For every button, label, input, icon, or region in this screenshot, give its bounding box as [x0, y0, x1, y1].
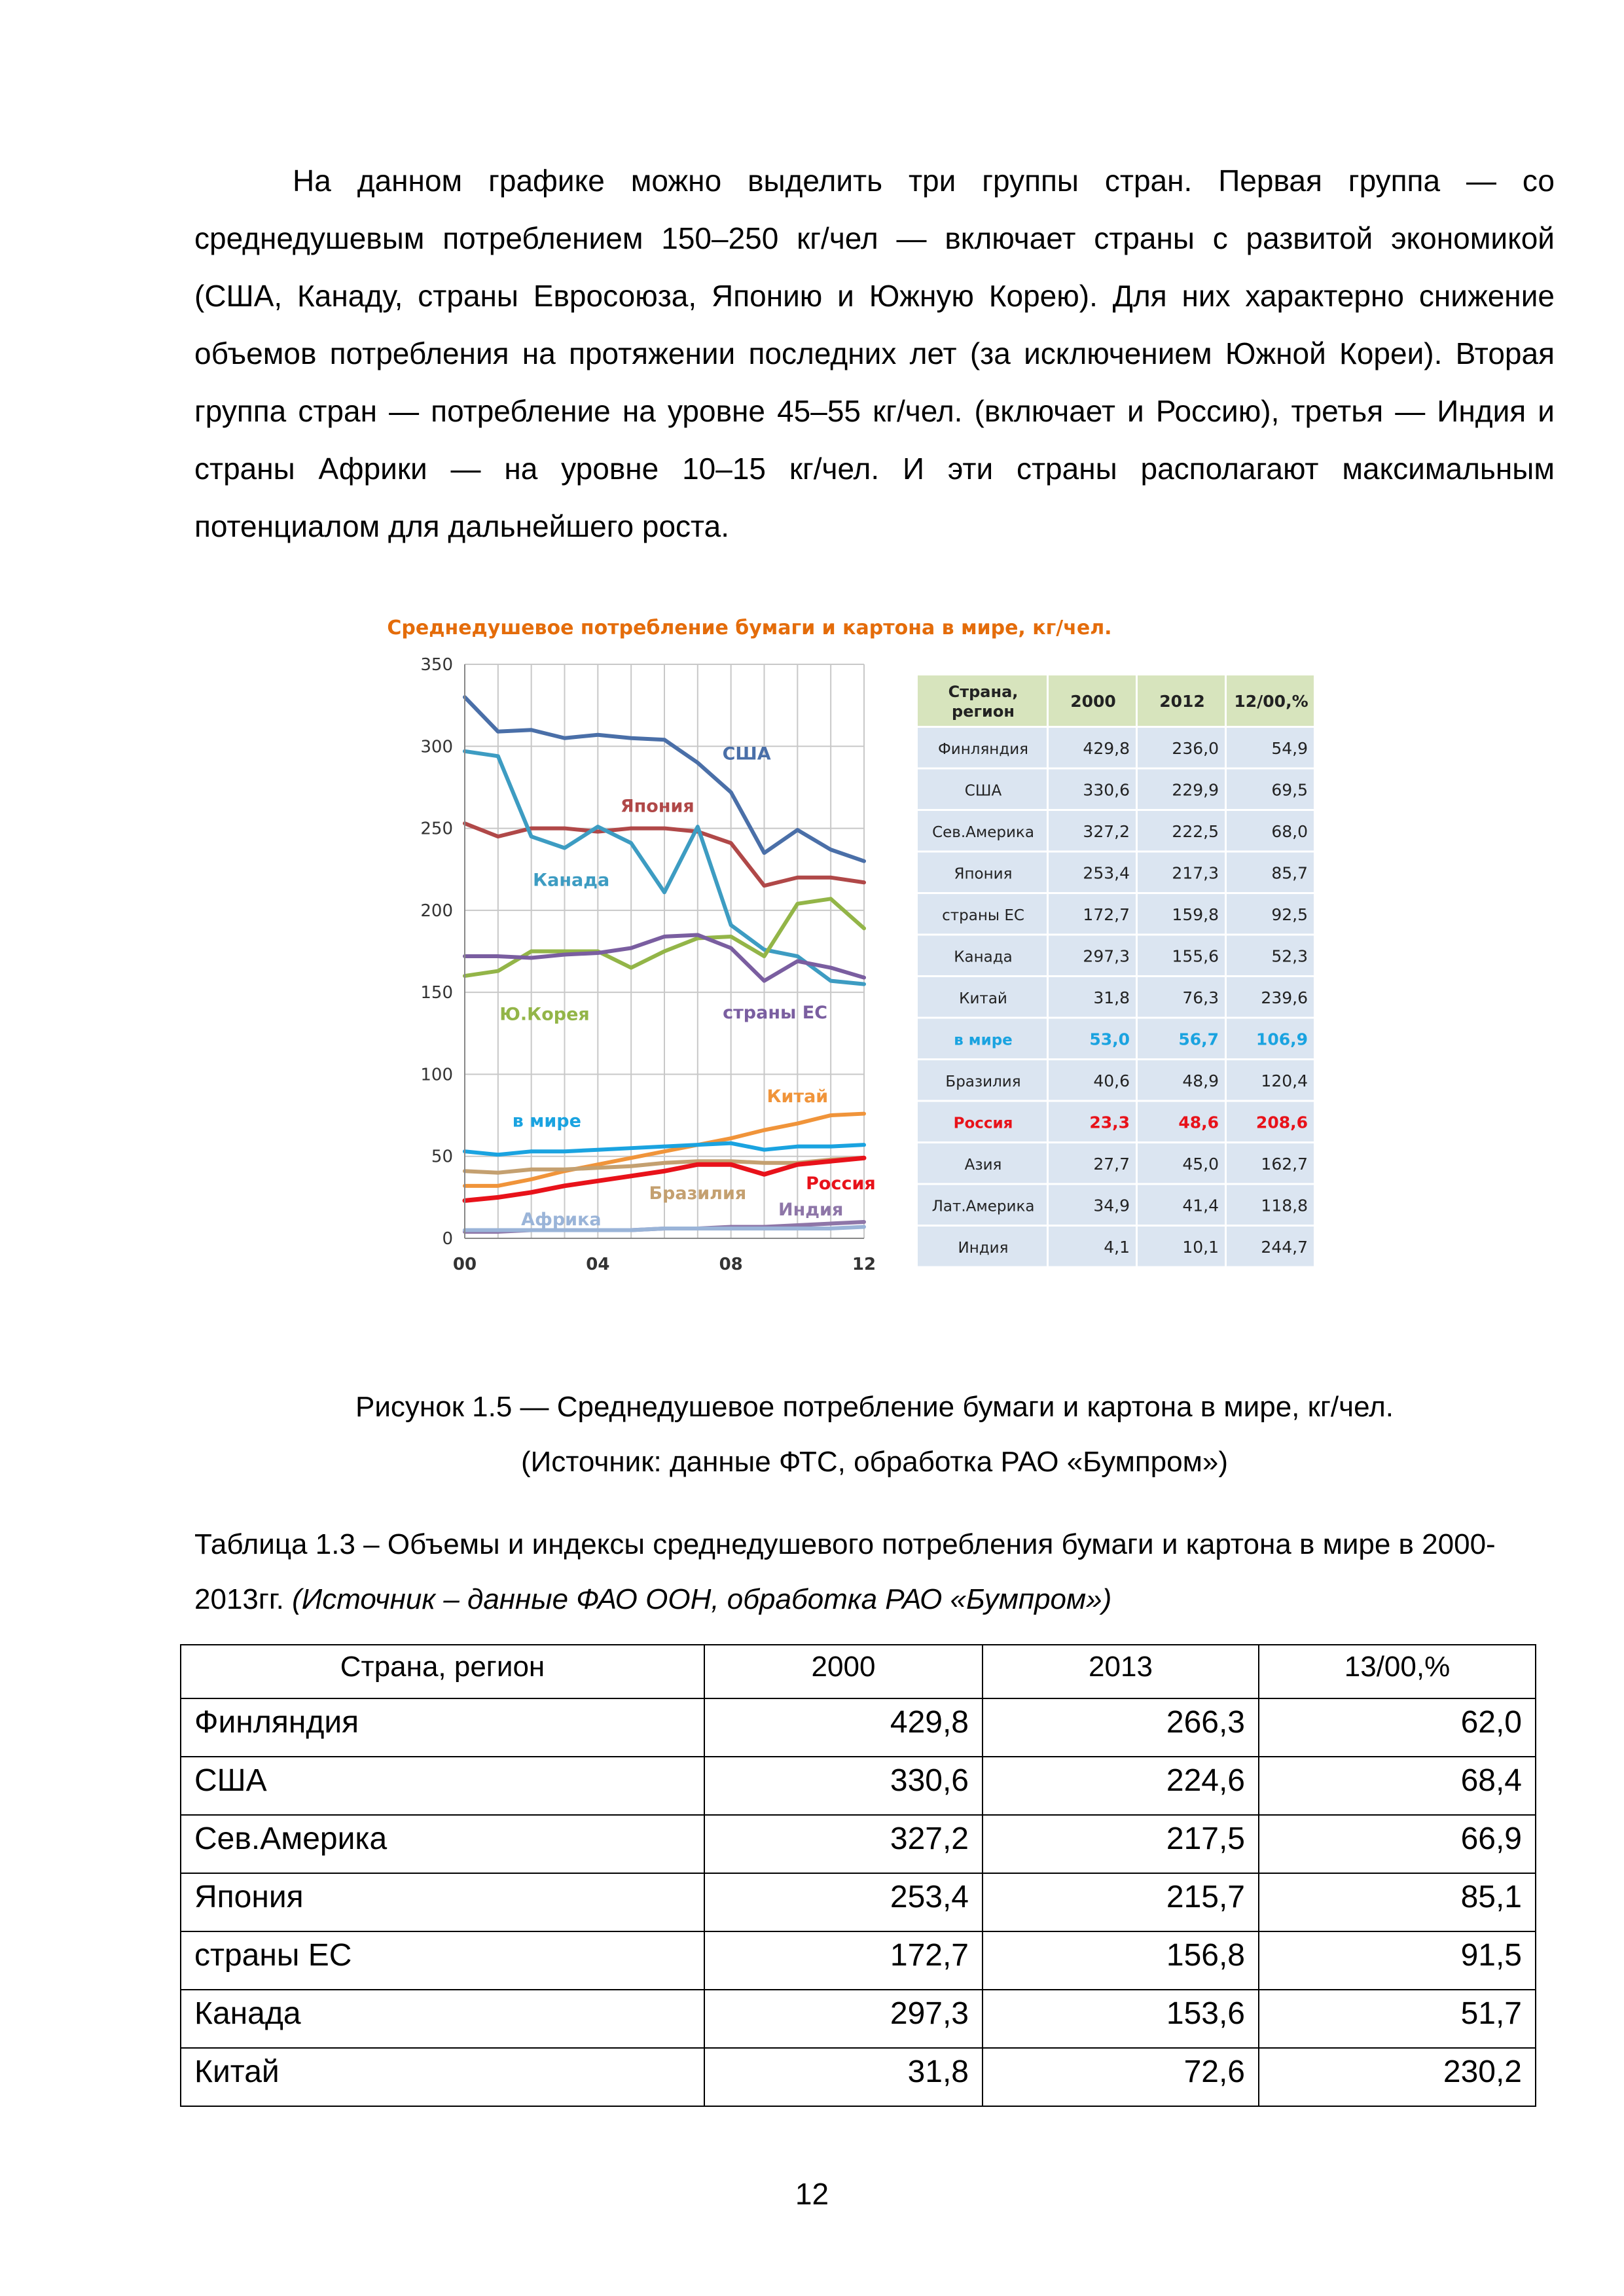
table-row: [181, 1815, 1536, 1873]
side-table-cell: 429,8: [1083, 739, 1130, 758]
table-cell: 68,4: [1259, 1757, 1536, 1815]
table-cell: 297,3: [704, 1990, 983, 2048]
side-table-cell: 40,6: [1093, 1071, 1130, 1090]
figure-caption-line2: (Источник: данные ФТС, обработка РАО «Бумпром»): [521, 1446, 1228, 1478]
figure-caption: [194, 1380, 1555, 1490]
side-table-cell: 23,3: [1089, 1113, 1130, 1132]
series-label: страны ЕС: [723, 1003, 828, 1024]
side-table-header-cell: Страна,: [948, 683, 1019, 701]
series-label: Япония: [620, 796, 695, 817]
side-table-cell: 76,3: [1182, 988, 1219, 1007]
table-cell: страны ЕС: [181, 1931, 704, 1990]
side-table-cell: 41,4: [1182, 1196, 1219, 1215]
side-table-cell: 4,1: [1104, 1238, 1130, 1257]
table-cell: 253,4: [704, 1873, 983, 1931]
table-header-cell: Страна, регион: [181, 1645, 704, 1698]
side-table-cell: 244,7: [1261, 1238, 1308, 1257]
side-table-cell: Бразилия: [945, 1073, 1021, 1090]
chart-side-table: [918, 675, 1314, 1266]
side-table-cell: 10,1: [1182, 1238, 1219, 1257]
table-cell: 62,0: [1259, 1698, 1536, 1757]
table-cell: 91,5: [1259, 1931, 1536, 1990]
side-table-cell: 297,3: [1083, 946, 1130, 966]
table-cell: 156,8: [983, 1931, 1259, 1990]
figure-caption-line1: Рисунок 1.5 — Среднедушевое потребление бумаги и картона в мире, кг/чел.: [355, 1391, 1394, 1423]
series-label: Бразилия: [649, 1183, 747, 1204]
series-label: Африка: [521, 1209, 602, 1230]
table-header-cell: 2013: [983, 1645, 1259, 1698]
x-tick-label: 08: [719, 1255, 743, 1274]
x-tick-label: 12: [852, 1255, 876, 1274]
side-table-cell: 92,5: [1271, 905, 1308, 924]
y-tick-label: 50: [431, 1147, 453, 1167]
body-paragraph: На данном графике можно выделить три группы стран. Первая группа — со среднедушевым потреблением 150–250 кг/чел — включает страны с развитой экономикой (США, Канаду, страны Евросоюза, Японию и Южную Корею). Для них характерно снижение объемов потребления на протяжении последних лет (за исключением Южной Кореи). Вторая группа стран — потребление на уровне 45–55 кг/чел. (включает и Россию), третья — Индия и страны Африки — на уровне 10–15 кг/чел. И эти страны располагают максимальным потенциалом для дальнейшего роста.: [194, 164, 1555, 543]
figure-chart: [386, 597, 1342, 1297]
side-table-cell: Финляндия: [937, 741, 1029, 758]
side-table-cell: 330,6: [1083, 780, 1130, 800]
table-cell: 172,7: [704, 1931, 983, 1990]
chart-title: Среднедушевое потребление бумаги и картона в мире, кг/чел.: [387, 617, 1112, 639]
side-table-header-cell: 2000: [1070, 692, 1116, 711]
y-tick-label: 0: [442, 1229, 453, 1249]
side-table-cell: 48,9: [1182, 1071, 1219, 1090]
side-table-cell: Лат.Америка: [931, 1198, 1035, 1215]
table-cell: 429,8: [704, 1698, 983, 1757]
series-label: Индия: [778, 1199, 844, 1220]
side-table-cell: 68,0: [1271, 822, 1308, 841]
table-cell: 330,6: [704, 1757, 983, 1815]
side-table-cell: 56,7: [1178, 1030, 1219, 1049]
series-label: в мире: [512, 1111, 581, 1132]
page-number: 12: [795, 2177, 829, 2211]
series-label: США: [722, 744, 771, 764]
side-table-cell: 54,9: [1271, 739, 1308, 758]
side-table-cell: 172,7: [1083, 905, 1130, 924]
side-table-cell: 45,0: [1182, 1155, 1219, 1174]
y-tick-label: 300: [420, 737, 453, 757]
side-table-cell: 118,8: [1261, 1196, 1308, 1215]
side-table-cell: страны ЕС: [942, 907, 1024, 924]
side-table-header-cell: 12/00,%: [1234, 692, 1308, 711]
side-table-cell: 162,7: [1261, 1155, 1308, 1174]
side-table-cell: 155,6: [1172, 946, 1219, 966]
table-header-row: [181, 1645, 1536, 1698]
chart-svg: [386, 597, 1342, 1297]
side-table-header-cell: регион: [952, 702, 1015, 721]
side-table-cell: 31,8: [1093, 988, 1130, 1007]
side-table-cell: 159,8: [1172, 905, 1219, 924]
table-cell: 217,5: [983, 1815, 1259, 1873]
table-cell: 215,7: [983, 1873, 1259, 1931]
side-table-cell: 106,9: [1255, 1030, 1308, 1049]
side-table-cell: 217,3: [1172, 863, 1219, 883]
x-tick-label: 00: [452, 1255, 477, 1274]
table-cell: Китай: [181, 2048, 704, 2106]
series-label: Ю.Корея: [499, 1004, 590, 1025]
side-table-cell: в мире: [954, 1031, 1013, 1049]
series-label: Канада: [533, 870, 610, 891]
side-table-cell: 120,4: [1261, 1071, 1308, 1090]
y-tick-label: 100: [420, 1065, 453, 1085]
table-cell: 327,2: [704, 1815, 983, 1873]
side-table-cell: Китай: [959, 990, 1007, 1007]
side-table-cell: 34,9: [1093, 1196, 1130, 1215]
side-table-cell: 27,7: [1093, 1155, 1130, 1174]
series-label: Китай: [767, 1086, 829, 1107]
data-table: [180, 1644, 1536, 2107]
side-table-cell: 48,6: [1178, 1113, 1219, 1132]
table-row: [181, 1757, 1536, 1815]
side-table-cell: Россия: [953, 1115, 1013, 1132]
table-cell: Канада: [181, 1990, 704, 2048]
table-cell: 224,6: [983, 1757, 1259, 1815]
y-tick-label: 250: [420, 819, 453, 839]
y-tick-label: 200: [420, 901, 453, 921]
table-row: [181, 1990, 1536, 2048]
table-cell: 51,7: [1259, 1990, 1536, 2048]
table-row: [181, 1698, 1536, 1757]
table-cell: Сев.Америка: [181, 1815, 704, 1873]
side-table-cell: 253,4: [1083, 863, 1130, 883]
table-cell: 72,6: [983, 2048, 1259, 2106]
table-cell: 85,1: [1259, 1873, 1536, 1931]
side-table-cell: 69,5: [1271, 780, 1308, 800]
table-header-cell: 13/00,%: [1259, 1645, 1536, 1698]
side-table-cell: Азия: [964, 1157, 1002, 1174]
table-cell: Япония: [181, 1873, 704, 1931]
table-caption-text: Таблица 1.3 – Объемы и индексы среднедушевого потребления бумаги и картона в мире в 2000-2013гг.: [194, 1528, 1496, 1615]
side-table-cell: 327,2: [1083, 822, 1130, 841]
table-cell: 266,3: [983, 1698, 1259, 1757]
table-caption-source: (Источник – данные ФАО ООН, обработка РАО «Бумпром»): [292, 1583, 1112, 1615]
table-row: [181, 1931, 1536, 1990]
side-table-cell: 229,9: [1172, 780, 1219, 800]
side-table-cell: Япония: [954, 865, 1013, 883]
side-table-cell: Сев.Америка: [932, 824, 1034, 841]
side-table-cell: 239,6: [1261, 988, 1308, 1007]
side-table-cell: Индия: [958, 1240, 1009, 1257]
y-tick-label: 150: [420, 983, 453, 1003]
table-row: [181, 1873, 1536, 1931]
table-cell: США: [181, 1757, 704, 1815]
table-cell: 66,9: [1259, 1815, 1536, 1873]
table-cell: 230,2: [1259, 2048, 1536, 2106]
table-row: [181, 2048, 1536, 2106]
side-table-cell: 208,6: [1255, 1113, 1308, 1132]
side-table-cell: 52,3: [1271, 946, 1308, 966]
side-table-header-cell: 2012: [1159, 692, 1205, 711]
y-tick-label: 350: [420, 655, 453, 675]
side-table-cell: 85,7: [1271, 863, 1308, 883]
table-cell: Финляндия: [181, 1698, 704, 1757]
series-label: Россия: [806, 1173, 876, 1194]
side-table-cell: США: [964, 782, 1002, 800]
side-table-cell: 53,0: [1089, 1030, 1130, 1049]
table-header-cell: 2000: [704, 1645, 983, 1698]
table-caption: [194, 1517, 1555, 1627]
table-cell: 31,8: [704, 2048, 983, 2106]
side-table-cell: 222,5: [1172, 822, 1219, 841]
side-table-cell: 236,0: [1172, 739, 1219, 758]
table-cell: 153,6: [983, 1990, 1259, 2048]
x-tick-label: 04: [586, 1255, 610, 1274]
side-table-cell: Канада: [954, 948, 1013, 966]
